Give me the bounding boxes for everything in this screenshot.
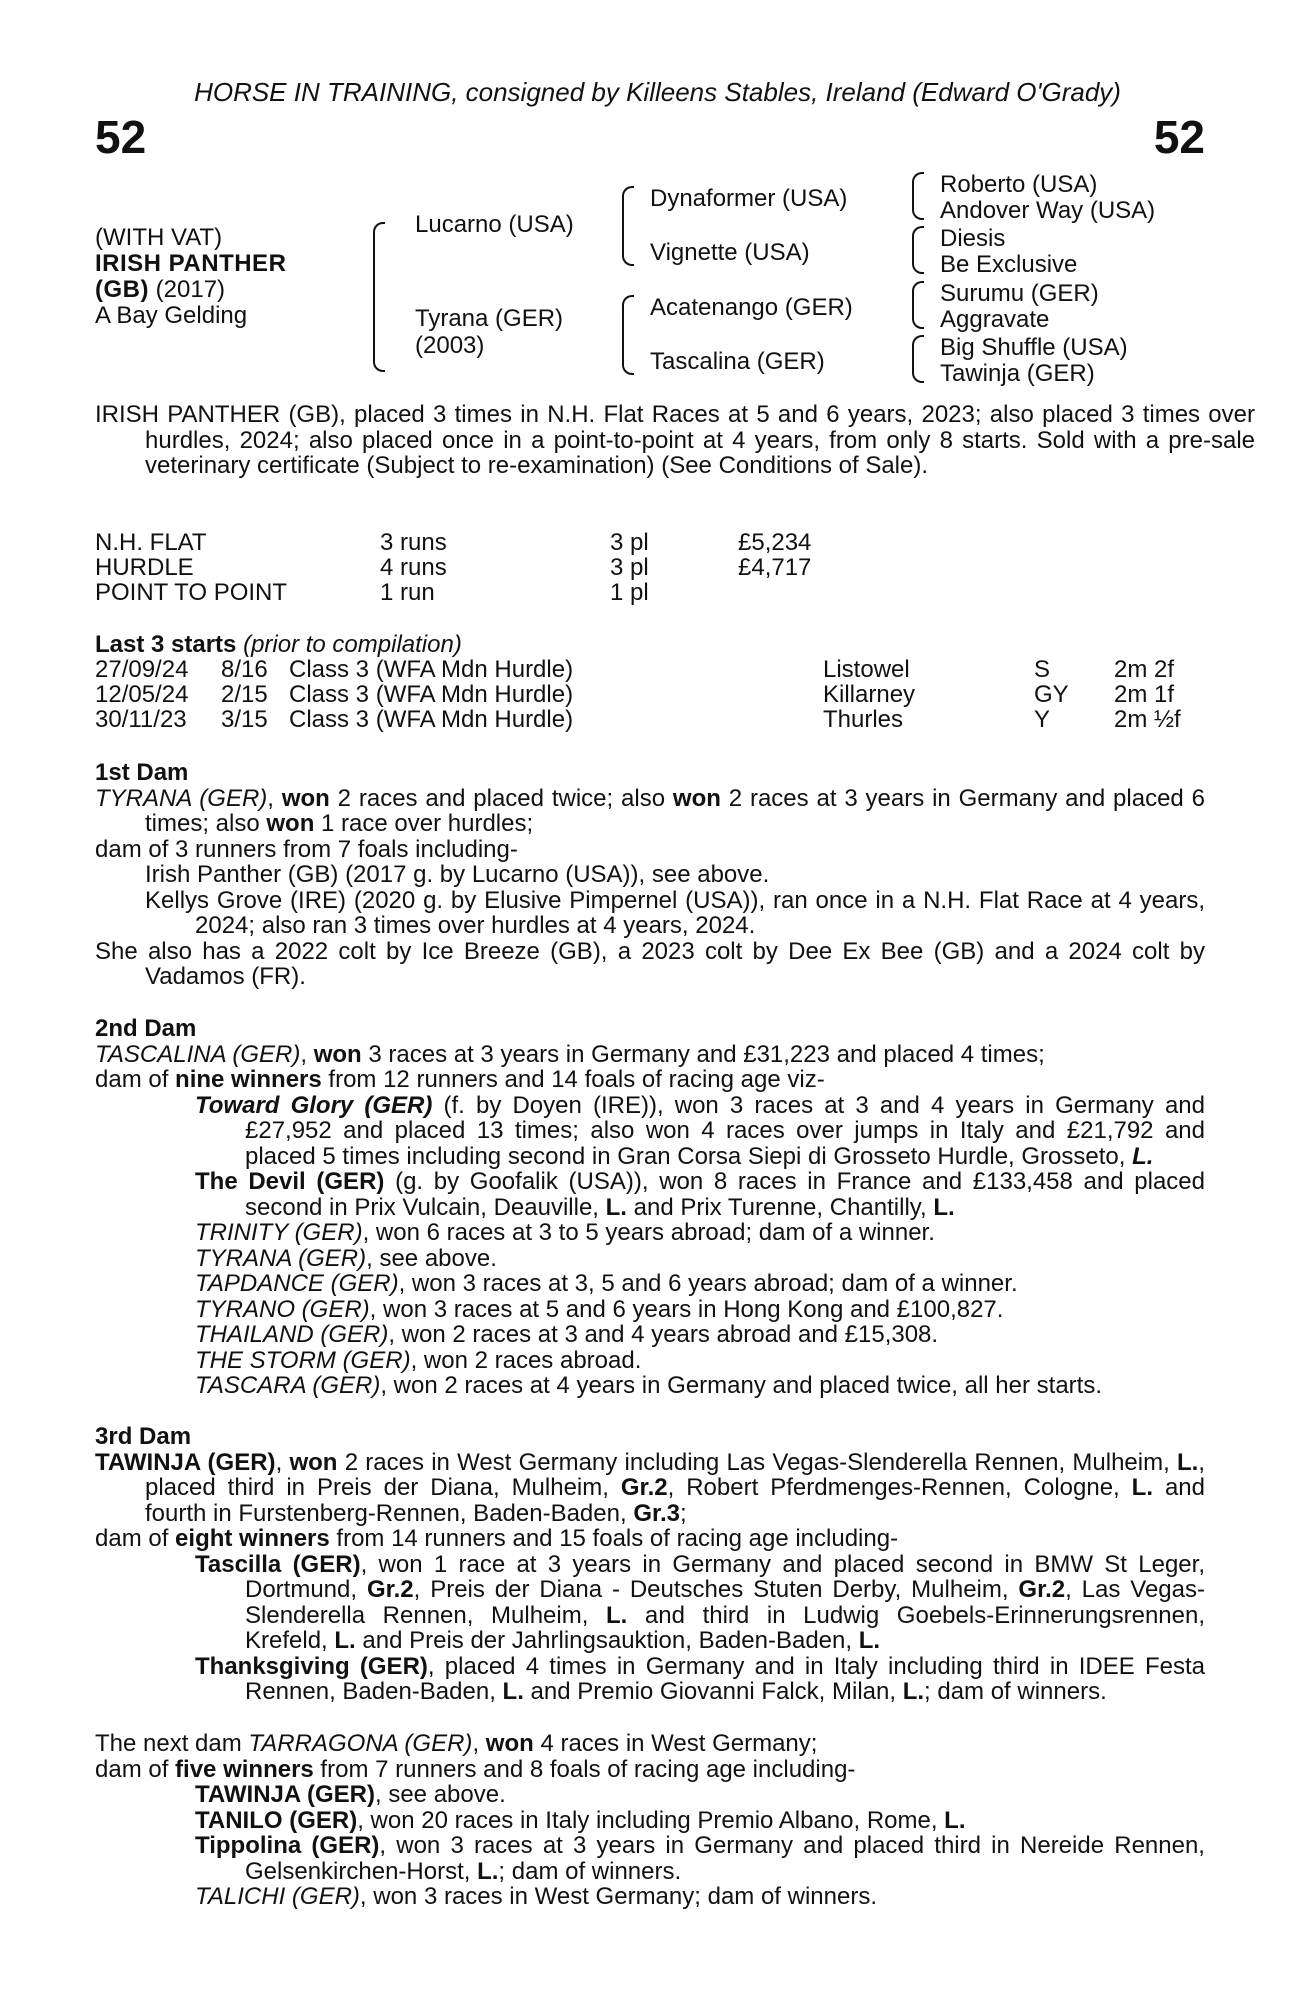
start-course-0: Listowel <box>823 656 910 683</box>
second-dam-section <box>95 1016 1205 1399</box>
start-dist-0: 2m 2f <box>1114 656 1175 683</box>
horse-origin-year: (GB) (2017) <box>95 276 226 303</box>
pedigree-brace-dam <box>622 295 632 375</box>
third-dam-section <box>95 1424 1205 1705</box>
dam-dam: Tascalina (GER) <box>650 348 825 375</box>
horse-description: A Bay Gelding <box>95 302 248 329</box>
second-dam-offspring-3: TRINITY (GER), won 6 races at 3 to 5 years abroad; dam of a winner. <box>195 1219 935 1246</box>
granddam-3: Aggravate <box>940 306 1050 333</box>
start-pos-2: 3/15 <box>221 706 268 733</box>
horse-identity <box>95 225 286 329</box>
pedigree-brace-sire <box>622 186 632 266</box>
start-going-0: S <box>1034 656 1051 683</box>
start-dist-1: 2m 1f <box>1114 681 1175 708</box>
start-race-0: Class 3 (WFA Mdn Hurdle) <box>289 656 574 683</box>
record-placed-1: 3 pl <box>610 554 649 581</box>
lot-number-left: 52 <box>95 111 147 163</box>
start-dist-2: 2m ½f <box>1114 706 1181 733</box>
sire-sire: Dynaformer (USA) <box>650 185 848 212</box>
start-pos-1: 2/15 <box>221 681 268 708</box>
sire: Lucarno (USA) <box>415 211 574 238</box>
next-dam-section <box>95 1731 1205 1910</box>
granddam-4: Tawinja (GER) <box>940 360 1095 387</box>
record-type-1: HURDLE <box>95 554 194 581</box>
first-dam-intro: TYRANA (GER), won 2 races and placed twice; also won 2 races at 3 years in Germany and placed 6 times; also won 1 race over hurdles; <box>95 784 1205 837</box>
first-dam-offspring-1: Irish Panther (GB) (2017 g. by Lucarno (USA)), see above. <box>145 861 770 888</box>
start-race-1: Class 3 (WFA Mdn Hurdle) <box>289 681 574 708</box>
dam-sire: Acatenango (GER) <box>650 294 853 321</box>
last-starts <box>95 632 1205 742</box>
next-dam-offspring-3: Tippolina (GER), won 3 races at 3 years in Germany and placed third in Nereide Rennen, Gelsenkirchen-Horst, L.; dam of winners. <box>195 1832 1205 1885</box>
grandsire-3: Surumu (GER) <box>940 280 1099 307</box>
last-starts-heading: Last 3 starts (prior to compilation) <box>95 631 462 658</box>
granddam-1: Andover Way (USA) <box>940 197 1156 224</box>
consignment-line: HORSE IN TRAINING, consigned by Killeens Stables, Ireland (Edward O'Grady) <box>194 77 1121 107</box>
start-race-2: Class 3 (WFA Mdn Hurdle) <box>289 706 574 733</box>
lot-number-right: 52 <box>1153 111 1205 163</box>
pedigree-brace-g3 <box>912 281 922 329</box>
pedigree-brace-main <box>373 222 383 372</box>
first-dam-offspring-2: Kellys Grove (IRE) (2020 g. by Elusive Pimpernel (USA)), ran once in a N.H. Flat Race at 4 years, 2024; also ran 3 times over hurdles at 4 years, 2024. <box>145 886 1205 939</box>
record-placed-2: 1 pl <box>610 579 649 606</box>
second-dam-offspring-1: Toward Glory (GER) (f. by Doyen (IRE)), won 3 races at 3 and 4 years in Germany and £27,952 and placed 13 times; also won 4 races over jumps in Italy and £21,792 and placed 5 times including second in Gran Corsa Siepi di Grosseto Hurdle, Grosseto, L. <box>195 1091 1205 1170</box>
next-dam-offspring-1: TAWINJA (GER), see above. <box>195 1781 506 1808</box>
record-runs-1: 4 runs <box>380 554 447 581</box>
second-dam-offspring-9: TASCARA (GER), won 2 races at 4 years in Germany and placed twice, all her starts. <box>195 1372 1103 1399</box>
third-dam-intro: TAWINJA (GER), won 2 races in West Germany including Las Vegas-Slenderella Rennen, Mulheim, L., placed third in Preis der Diana, Mulheim, Gr.2, Robert Pferdmenges-Rennen, Cologne, L. and fourth in Furstenberg-Rennen, Baden-Baden, Gr.3; <box>95 1448 1205 1527</box>
third-dam-produce: dam of eight winners from 14 runners and 15 foals of racing age including- <box>95 1525 899 1552</box>
start-course-1: Killarney <box>823 681 916 708</box>
horse-name: IRISH PANTHER <box>95 250 287 277</box>
start-going-2: Y <box>1034 706 1051 733</box>
horse-summary: IRISH PANTHER (GB), placed 3 times in N.H. Flat Races at 5 and 6 years, 2023; also placed 3 times over hurdles, 2024; also placed once in a point-to-point at 4 years, from only 8 starts. Sold with a pre-sale veterinary certificate (Subject to re-examination) (See Conditions of Sale). <box>95 401 1255 479</box>
second-dam-offspring-5: TAPDANCE (GER), won 3 races at 3, 5 and 6 years abroad; dam of a winner. <box>195 1270 1018 1297</box>
start-date-1: 12/05/24 <box>95 681 189 708</box>
third-dam-offspring-1: Tascilla (GER), won 1 race at 3 years in Germany and placed second in BMW St Leger, Dortmund, Gr.2, Preis der Diana - Deutsches Stuten Derby, Mulheim, Gr.2, Las Vegas-Slenderella Rennen, Mulheim, L. and third in Ludwig Goebels-Erinnerungsrennen, Krefeld, L. and Preis der Jahrlingsauktion, Baden-Baden, L. <box>195 1550 1206 1654</box>
pedigree-brace-g4 <box>912 335 922 383</box>
pedigree-brace-g1 <box>912 172 922 220</box>
grandsire-1: Roberto (USA) <box>940 171 1098 198</box>
record-prize-0: £5,234 <box>738 529 812 556</box>
next-dam-offspring-4: TALICHI (GER), won 3 races in West Germany; dam of winners. <box>195 1883 877 1910</box>
first-dam-also: She also has a 2022 colt by Ice Breeze (GB), a 2023 colt by Dee Ex Bee (GB) and a 2024 colt by Vadamos (FR). <box>95 937 1205 990</box>
record-placed-0: 3 pl <box>610 529 649 556</box>
record-runs-2: 1 run <box>380 579 435 606</box>
second-dam-intro: TASCALINA (GER), won 3 races at 3 years in Germany and £31,223 and placed 4 times; <box>95 1040 1045 1068</box>
record-type-2: POINT TO POINT <box>95 579 288 606</box>
second-dam-produce: dam of nine winners from 12 runners and 14 foals of racing age viz- <box>95 1066 825 1093</box>
dam: Tyrana (GER) <box>415 305 564 332</box>
next-dam-intro: The next dam TARRAGONA (GER), won 4 races in West Germany; <box>95 1730 818 1757</box>
second-dam-heading: 2nd Dam <box>95 1015 197 1042</box>
record-type-0: N.H. FLAT <box>95 529 207 556</box>
vat-label: (WITH VAT) <box>95 224 223 251</box>
record-runs-0: 3 runs <box>380 529 447 556</box>
second-dam-offspring-2: The Devil (GER) (g. by Goofalik (USA)), won 8 races in France and £133,458 and placed second in Prix Vulcain, Deauville, L. and Prix Turenne, Chantilly, L. <box>195 1168 1206 1221</box>
sire-dam: Vignette (USA) <box>650 239 810 266</box>
second-dam-offspring-7: THAILAND (GER), won 2 races at 3 and 4 years abroad and £15,308. <box>195 1321 939 1348</box>
first-dam-section <box>95 760 1205 990</box>
start-pos-0: 8/16 <box>221 656 268 683</box>
third-dam-heading: 3rd Dam <box>95 1423 192 1450</box>
second-dam-offspring-8: THE STORM (GER), won 2 races abroad. <box>195 1346 642 1374</box>
start-going-1: GY <box>1034 681 1069 708</box>
granddam-2: Be Exclusive <box>940 251 1078 278</box>
grandsire-4: Big Shuffle (USA) <box>940 334 1128 361</box>
start-date-0: 27/09/24 <box>95 656 189 683</box>
record-table <box>95 530 895 610</box>
second-dam-offspring-4: TYRANA (GER), see above. <box>195 1244 497 1272</box>
record-prize-1: £4,717 <box>738 554 812 581</box>
start-course-2: Thurles <box>823 706 904 733</box>
second-dam-offspring-6: TYRANO (GER), won 3 races at 5 and 6 years in Hong Kong and £100,827. <box>195 1295 1004 1323</box>
first-dam-produce: dam of 3 runners from 7 foals including- <box>95 835 518 863</box>
third-dam-offspring-2: Thanksgiving (GER), placed 4 times in Germany and in Italy including third in IDEE Festa Rennen, Baden-Baden, L. and Premio Giovanni Falck, Milan, L.; dam of winners. <box>195 1652 1206 1705</box>
dam-year: (2003) <box>415 332 485 359</box>
next-dam-produce: dam of five winners from 7 runners and 8 foals of racing age including- <box>95 1755 856 1783</box>
pedigree-brace-g2 <box>912 226 922 274</box>
grandsire-2: Diesis <box>940 225 1006 252</box>
start-date-2: 30/11/23 <box>95 706 187 733</box>
first-dam-heading: 1st Dam <box>95 759 189 786</box>
next-dam-offspring-2: TANILO (GER), won 20 races in Italy including Premio Albano, Rome, L. <box>195 1806 966 1834</box>
